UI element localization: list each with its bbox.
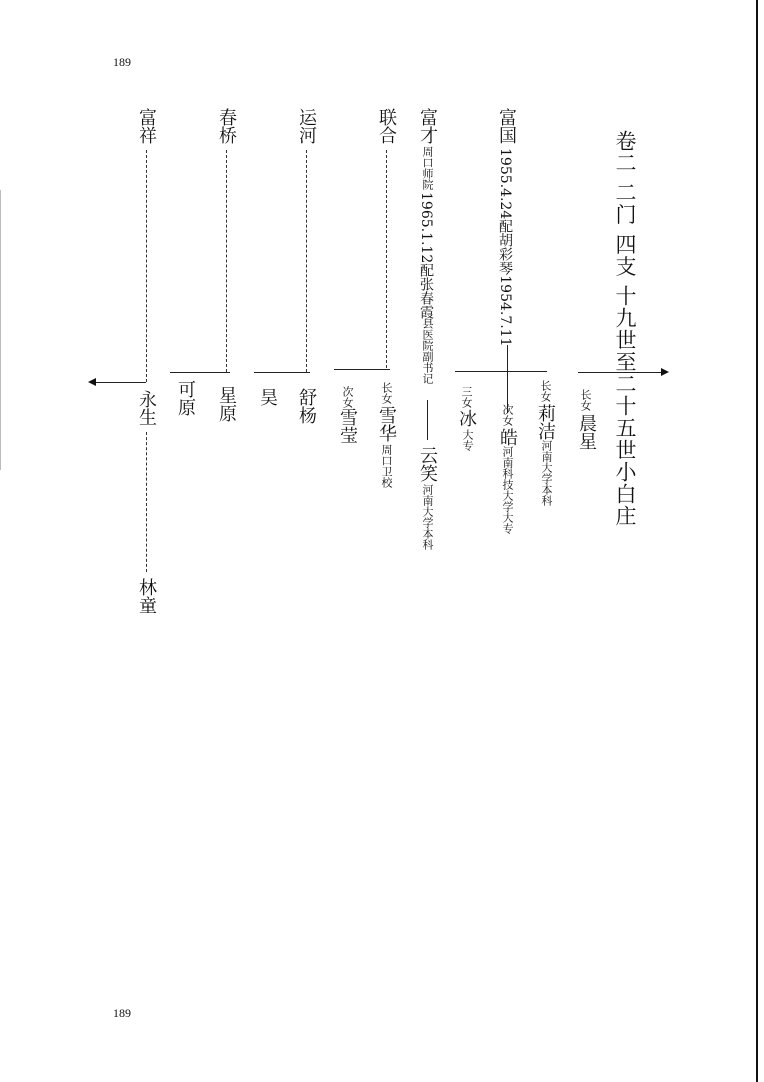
lianhe-line [386, 150, 387, 368]
arrow-left-line [96, 382, 146, 383]
hao-note: 河南科技大学大专 [501, 446, 514, 534]
hao-relation: 次女 [501, 404, 514, 426]
lijie-name: 莉洁 [535, 404, 556, 440]
fuxiang-name: 富祥 [136, 108, 157, 144]
fucai-job: 县医院副书记 [421, 318, 434, 384]
page-number-bottom: 189 [113, 1006, 131, 1020]
arrow-left-icon [88, 378, 96, 386]
lijie-relation: 长女 [539, 380, 552, 402]
yunhe-line [306, 150, 307, 372]
keyuan-name: 可原 [175, 380, 196, 416]
hao-name: 皓 [497, 428, 518, 446]
chunqiao-children-bar [170, 372, 230, 373]
lintong-name: 林童 [136, 578, 157, 614]
lianhe-children-bar [334, 369, 390, 370]
fuxiang-line [146, 150, 147, 382]
yunxiao-note: 河南大学本科 [421, 484, 434, 550]
chenxing-relation: 长女 [579, 389, 592, 411]
fucai-school: 周口师院 [421, 146, 434, 190]
yunhe-name: 运河 [296, 108, 317, 144]
lijie-note: 河南大学本科 [540, 440, 553, 506]
chenxing-name: 晨星 [576, 414, 597, 450]
page-edge-rule [756, 0, 758, 1082]
fuguo-detail: 1955.4.24配胡彩琴1954.7.11 [497, 148, 513, 347]
hao2-name: 昊 [257, 388, 278, 406]
lianhe-name: 联合 [376, 108, 397, 144]
fucai-line [427, 400, 428, 440]
xingyuan-name: 星原 [216, 386, 237, 422]
xuehua-name: 雪华 [376, 406, 397, 442]
chunqiao-name: 春桥 [216, 108, 237, 144]
yongsheng-line [146, 432, 147, 572]
xuehua-relation: 长女 [380, 382, 393, 404]
xueying-relation: 次女 [341, 386, 354, 408]
fucai-detail: 1965.1.12配张春霞 [418, 192, 434, 320]
bing-name: 冰 [456, 409, 477, 427]
yongsheng-name: 永生 [136, 390, 157, 426]
yunhe-children-bar [254, 372, 310, 373]
fuguo-line [507, 345, 508, 413]
yunxiao-name: 云笑 [417, 446, 438, 482]
xuehua-note: 周口卫校 [380, 444, 393, 488]
shuyang-name: 舒杨 [296, 388, 317, 424]
fucai-name: 富才 [417, 108, 438, 144]
arrow-right-line [578, 372, 662, 373]
bing-relation: 三女 [460, 386, 473, 408]
fuguo-name: 富国 [496, 108, 517, 144]
page-number-top: 189 [113, 55, 131, 69]
page-margin-mark [0, 190, 1, 470]
arrow-right-icon [661, 368, 669, 376]
genealogy-title: 卷二 二门 四支 十九世至二十五世小白庄 [613, 130, 637, 528]
bing-note: 大专 [461, 429, 474, 451]
xueying-name: 雪莹 [337, 408, 358, 444]
chunqiao-line [226, 150, 227, 372]
fuguo-children-bar [455, 371, 547, 372]
